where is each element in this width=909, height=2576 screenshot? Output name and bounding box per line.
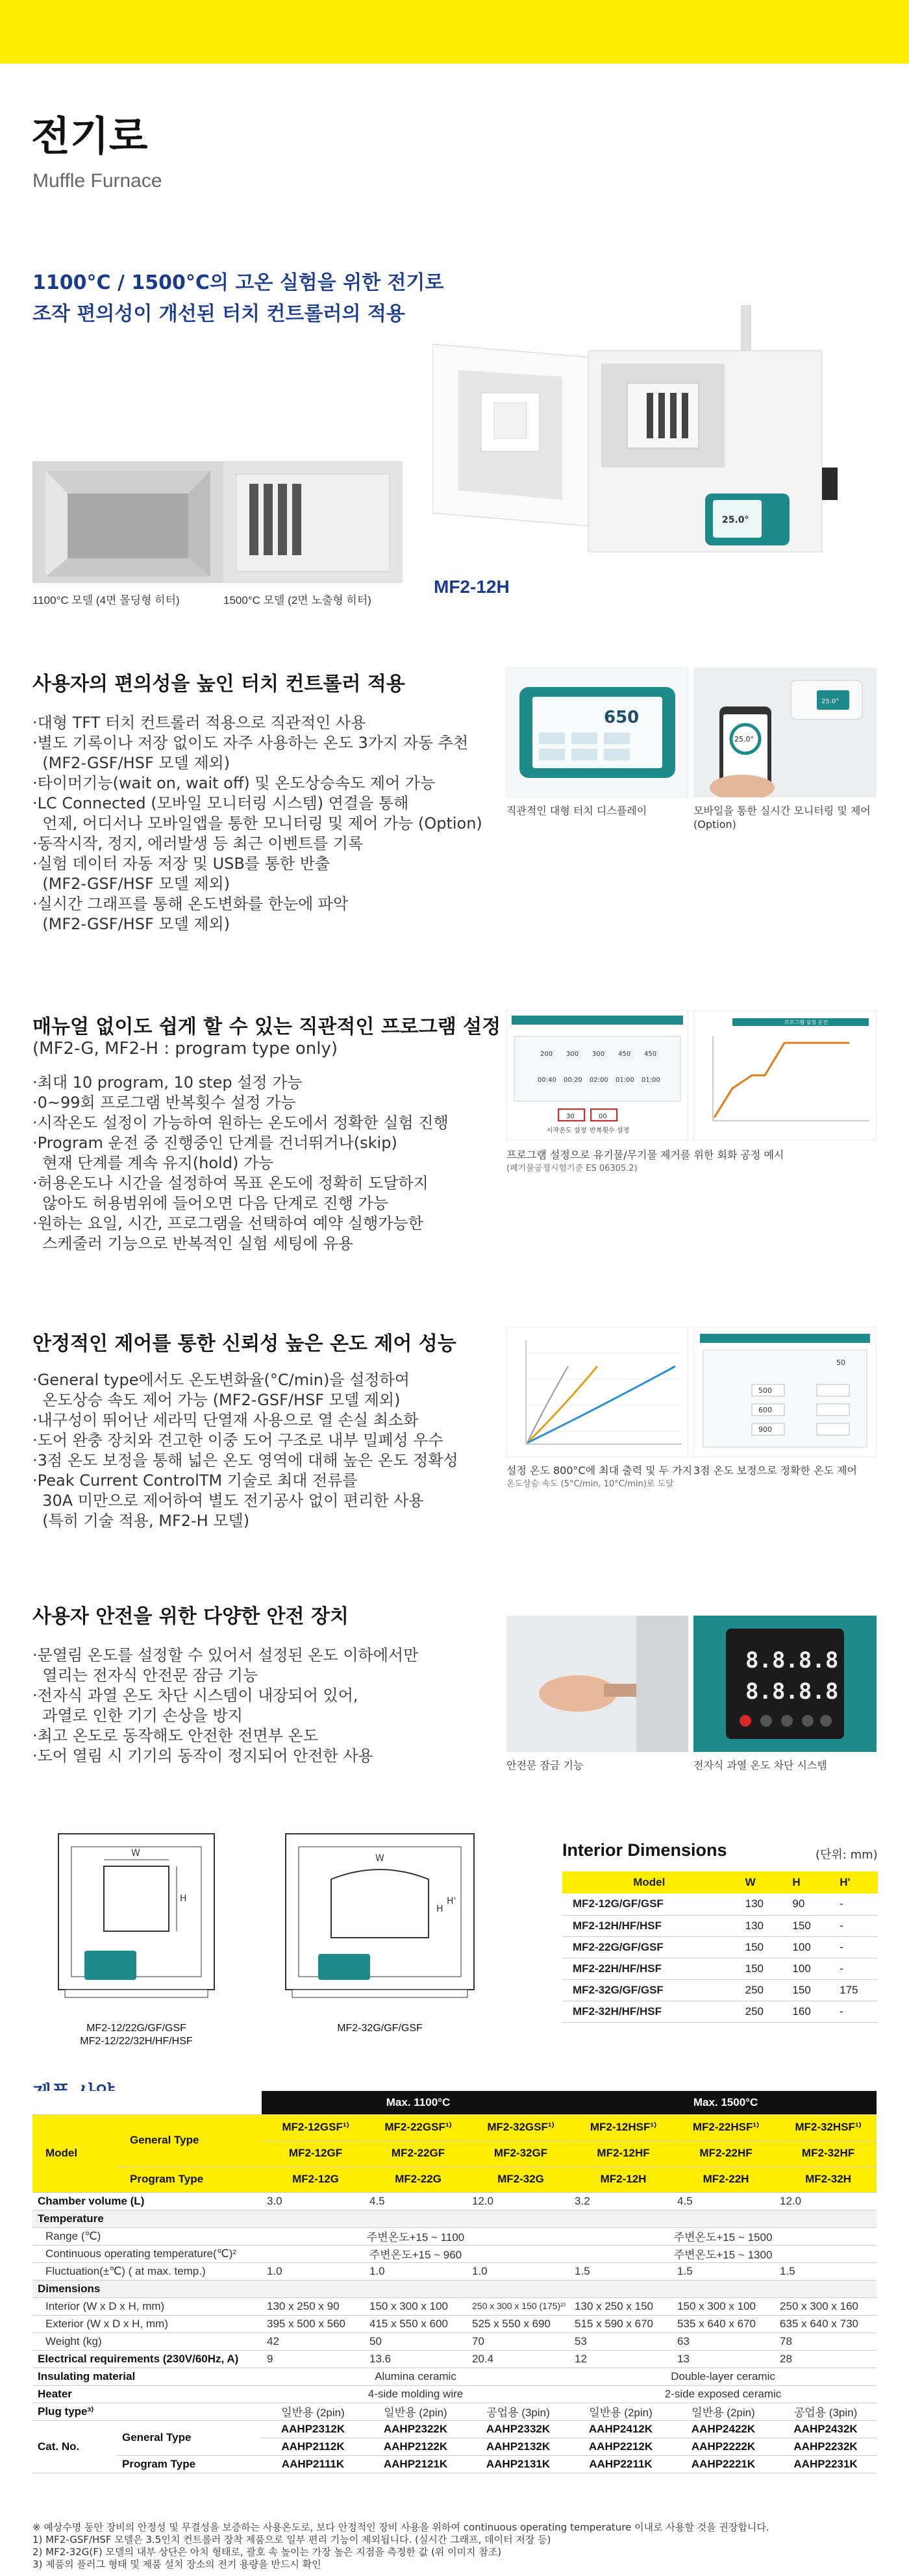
bullet: 과열로 인한 기기 손상을 방지	[32, 1707, 243, 1725]
section-program-bullets	[32, 1073, 449, 1254]
bullet: ·도어 열림 시 기기의 동작이 정지되어 안전한 사용	[32, 1747, 373, 1765]
spec-cat-gsf-row	[32, 2420, 877, 2438]
cell: AAHP2222K	[672, 2438, 775, 2455]
spec-heater-row	[32, 2385, 877, 2403]
program-repeat-value: 00	[599, 1113, 607, 1120]
cell: AAHP2422K	[672, 2420, 775, 2438]
cell: -	[830, 1894, 878, 1915]
bullet: 스케줄러 기능으로 반복적인 실험 세팅에 유용	[32, 1234, 353, 1253]
section-touch-controller-bullets	[32, 713, 482, 934]
cell: 50	[364, 2332, 467, 2350]
cell: 3.0	[262, 2192, 364, 2210]
interior-dimensions-table	[562, 1871, 878, 2023]
cell: MF2-32G	[467, 2166, 569, 2192]
cell: MF2-22H/HF/HSF	[562, 1958, 736, 1979]
cell: 395 x 500 x 560	[262, 2315, 364, 2332]
caption-program-line2: (폐기물공정시험기준 ES 06305.2)	[506, 1164, 638, 1173]
drawing-caption-left-line1: MF2-12/22G/GF/GSF	[86, 2023, 186, 2034]
cell: -	[830, 2001, 878, 2022]
spec-insulating-label: Insulating material	[32, 2368, 262, 2385]
cell: MF2-12HSF¹⁾	[569, 2114, 672, 2140]
mobile-monitoring-photo	[693, 668, 877, 797]
bullet: ·타이머기능(wait on, wait off) 및 온도상승속도 제어 가능	[32, 774, 436, 792]
spec-general-type-label: General Type	[117, 2114, 262, 2166]
program-start-label: 시작온도 설정	[547, 1127, 587, 1134]
program-time-4: 01:00	[616, 1077, 634, 1084]
spec-exterior-label: Exterior (W x D x H, mm)	[32, 2315, 262, 2332]
bullet: 30A 미만으로 제어하여 별도 전기공사 없이 편리한 사용	[32, 1492, 424, 1510]
cell: AAHP2211K	[569, 2455, 672, 2473]
cell: 일반용 (2pin)	[569, 2403, 672, 2420]
column-header: H'	[830, 1871, 878, 1894]
device-display-value: 25.0°	[821, 698, 840, 705]
cell: 635 x 640 x 730	[775, 2315, 877, 2332]
cell: AAHP2212K	[569, 2438, 672, 2455]
drawing-mf2-12-22	[39, 1827, 234, 2016]
cell: 150	[736, 1958, 784, 1979]
bullet: ·대형 TFT 터치 컨트롤러 적용으로 직관적인 사용	[32, 714, 366, 732]
bullet: ·최고 온도로 동작해도 안전한 전면부 온도	[32, 1727, 318, 1745]
cell: 130	[736, 1915, 784, 1936]
cell: Double-layer ceramic	[569, 2368, 877, 2385]
cell: 12.0	[467, 2192, 569, 2210]
spec-continuous-label: Continuous operating temperature(℃)²	[32, 2245, 262, 2262]
caption-program	[506, 1148, 784, 1175]
cell: MF2-32G/GF/GSF	[562, 1979, 736, 2001]
spec-electrical-label: Electrical requirements (230V/60Hz, A)	[32, 2350, 262, 2368]
cell: 12.0	[775, 2192, 877, 2210]
spec-insulating-row	[32, 2368, 877, 2385]
cell: 100	[783, 1958, 830, 1979]
spec-fluctuation-label: Fluctuation(±℃) ( at max. temp.)	[32, 2262, 262, 2280]
cell: -	[830, 1915, 878, 1936]
spec-model-program-row	[32, 2166, 877, 2192]
bullet: ·별도 기록이나 저장 없이도 자주 사용하는 온도 3가지 자동 추천	[32, 734, 469, 752]
spec-temperature-group	[32, 2210, 877, 2227]
spec-temperature-label: Temperature	[32, 2210, 877, 2227]
caption-heating-rate-line1: 설정 온도 800°C에 최대 출력 및 두 가지	[506, 1464, 693, 1477]
cell: AAHP2112K	[262, 2438, 364, 2455]
drawing-label-w-right: W	[375, 1853, 384, 1864]
caption-1100-model: 1100°C 모델 (4면 몰딩형 히터)	[32, 594, 180, 606]
spec-electrical-row	[32, 2350, 877, 2368]
program-temp-3: 300	[592, 1051, 605, 1058]
cell: 12	[569, 2350, 672, 2368]
cell: 150	[783, 1915, 830, 1936]
cell: 63	[672, 2332, 775, 2350]
spec-chamber-label: Chamber volume (L)	[32, 2192, 262, 2210]
cell: 주변온도+15 ~ 1300	[569, 2245, 877, 2262]
spec-header-row	[32, 2091, 877, 2114]
controller-top-digits: 8.8.8.8	[745, 1647, 839, 1673]
program-time-5: 01:00	[641, 1077, 660, 1084]
program-time-1: 00:40	[538, 1077, 556, 1084]
spec-dimensions-label: Dimensions	[32, 2280, 877, 2297]
cell: 53	[569, 2332, 672, 2350]
bullet: ·허용온도나 시간을 설정하여 목표 온도에 정확히 도달하지	[32, 1174, 429, 1192]
cell: 250	[736, 1979, 784, 2001]
cell: MF2-12H/HF/HSF	[562, 1915, 736, 1936]
cell: 42	[262, 2332, 364, 2350]
cell: 일반용 (2pin)	[364, 2403, 467, 2420]
bullet: 언제, 어디서나 모바일앱을 통한 모니터링 및 제어 가능 (Option)	[32, 814, 482, 832]
cell: AAHP2111K	[262, 2455, 364, 2473]
chamber-1500-photo	[223, 461, 403, 583]
spec-model-label: Model	[32, 2114, 117, 2192]
cell: 415 x 550 x 600	[364, 2315, 467, 2332]
cell: 3.2	[569, 2192, 672, 2210]
cell: MF2-22GF	[364, 2140, 467, 2166]
controller-bottom-digits: 8.8.8.8	[745, 1679, 839, 1705]
cell: MF2-22GSF¹⁾	[364, 2114, 467, 2140]
cell: 175	[830, 1979, 878, 2001]
cell: AAHP2312K	[262, 2420, 364, 2438]
spec-interior-label: Interior (W x D x H, mm)	[32, 2297, 262, 2315]
spec-table	[32, 2091, 877, 2473]
spec-fluctuation-row	[32, 2262, 877, 2280]
chamber-1100-photo	[32, 461, 223, 583]
footnote: 2) MF2-32G(F) 모델의 내부 상단은 아치 형태로, 괄호 속 높이는 가장 높은 지점을 측정한 값 (위 이미지 참조)	[32, 2546, 502, 2558]
program-temp-2: 300	[566, 1051, 579, 1058]
footnotes	[32, 2521, 769, 2571]
section-touch-controller-title: 사용자의 편의성을 높인 터치 컨트롤러 적용	[32, 673, 405, 695]
table-row	[562, 1915, 878, 1936]
cell: MF2-12G	[262, 2166, 364, 2192]
cell: MF2-32GF	[467, 2140, 569, 2166]
touch-display-value: 650	[604, 708, 640, 727]
page-subtitle: Muffle Furnace	[32, 170, 162, 192]
cell: 535 x 640 x 670	[672, 2315, 775, 2332]
phone-display-value: 25.0°	[734, 735, 754, 744]
cell: 20.4	[467, 2350, 569, 2368]
cell: 150 x 300 x 100	[364, 2297, 467, 2315]
bullet: ·원하는 요일, 시간, 프로그램을 선택하여 예약 실행가능한	[32, 1214, 423, 1232]
cell: MF2-22G	[364, 2166, 467, 2192]
cell: 1.0	[364, 2262, 467, 2280]
caption-mobile-line1: 모바일을 통한 실시간 모니터링 및 제어	[693, 805, 871, 817]
cell: 2-side exposed ceramic	[569, 2385, 877, 2403]
program-time-2: 00:20	[564, 1077, 582, 1084]
cell: MF2-12HF	[569, 2140, 672, 2166]
cell: 주변온도+15 ~ 960	[262, 2245, 569, 2262]
spec-exterior-row	[32, 2315, 877, 2332]
section-safety-title: 사용자 안전을 위한 다양한 안전 장치	[32, 1605, 349, 1628]
program-start-value: 30	[566, 1113, 575, 1120]
cell: AAHP2122K	[364, 2438, 467, 2455]
cell: MF2-22HF	[672, 2140, 775, 2166]
cell: 130 x 250 x 90	[262, 2297, 364, 2315]
heating-rate-graph	[506, 1327, 688, 1457]
cell: 1.5	[775, 2262, 877, 2280]
program-temperature-graph	[693, 1010, 877, 1140]
section-temperature-control-title: 안정적인 제어를 통한 신뢰성 높은 온도 제어 성능	[32, 1332, 456, 1355]
calibration-point-1: 500	[758, 1386, 772, 1395]
bullet: 않아도 허용범위에 들어오면 다음 단계로 진행 가능	[32, 1194, 388, 1212]
caption-mobile	[693, 804, 871, 831]
cell: 130 x 250 x 150	[569, 2297, 672, 2315]
bullet: ·LC Connected (모바일 모니터링 시스템) 연결을 통해	[32, 794, 409, 812]
bullet: 온도상승 속도 제어 가능 (MF2-GSF/HSF 모델 제외)	[32, 1391, 401, 1409]
table-row	[562, 1979, 878, 2001]
cell: AAHP2131K	[467, 2455, 569, 2473]
program-temp-1: 200	[540, 1051, 553, 1058]
footnote: ※ 예상수명 동안 장비의 안정성 및 무결성을 보증하는 사용온도로, 보다 안정적인 장비 사용을 위하여 continuous operating temperature 이내로 사용할 것을 권장합니다.	[32, 2521, 769, 2533]
hero-model-label: MF2-12H	[434, 577, 510, 597]
cell: AAHP2232K	[775, 2438, 877, 2455]
spec-max-1100: Max. 1100°C	[262, 2091, 569, 2114]
calibration-top-value: 50	[836, 1358, 845, 1367]
spec-cat-program-label: Program Type	[117, 2455, 262, 2473]
spec-blank	[32, 2091, 117, 2114]
spec-model-gsf-row	[32, 2114, 877, 2140]
cell: 78	[775, 2332, 877, 2350]
cell: 일반용 (2pin)	[672, 2403, 775, 2420]
section-program-title: 매뉴얼 없이도 쉽게 할 수 있는 직관적인 프로그램 설정	[32, 1016, 501, 1038]
cell: 4.5	[672, 2192, 775, 2210]
furnace-product-image	[432, 305, 880, 565]
cell: MF2-32H	[775, 2166, 877, 2192]
interior-dimensions-unit: (단위: mm)	[816, 1848, 878, 1862]
spec-cat-general-label: General Type	[117, 2420, 262, 2455]
calibration-point-3: 900	[758, 1425, 772, 1434]
cell: MF2-12G/GF/GSF	[562, 1894, 736, 1915]
bullet: ·0~99회 프로그램 반복횟수 설정 가능	[32, 1094, 296, 1112]
cell: 4-side molding wire	[262, 2385, 569, 2403]
touch-display-photo	[506, 668, 688, 797]
cell: MF2-12GSF¹⁾	[262, 2114, 364, 2140]
bullet: ·최대 10 program, 10 step 설정 가능	[32, 1073, 303, 1092]
bullet: ·General type에서도 온도변화율(°C/min)을 설정하여	[32, 1371, 410, 1389]
cell: MF2-32GSF¹⁾	[467, 2114, 569, 2140]
cell: AAHP2132K	[467, 2438, 569, 2455]
cell: MF2-22H	[672, 2166, 775, 2192]
cell: 525 x 550 x 690	[467, 2315, 569, 2332]
drawing-caption-left-line2: MF2-12/22/32H/HF/HSF	[80, 2036, 193, 2047]
spec-plug-row	[32, 2403, 877, 2420]
cell: MF2-32HF	[775, 2140, 877, 2166]
drawing-caption-right: MF2-32G/GF/GSF	[337, 2023, 423, 2034]
cell: 150 x 300 x 100	[672, 2297, 775, 2315]
interior-dimensions-title: Interior Dimensions	[562, 1840, 727, 1860]
cell: AAHP2121K	[364, 2455, 467, 2473]
bullet: ·시작온도 설정이 가능하여 원하는 온도에서 정확한 실험 진행	[32, 1114, 449, 1132]
program-time-3: 02:00	[590, 1077, 608, 1084]
hero-headline-line2: 조작 편의성이 개선된 터치 컨트롤러의 적용	[32, 303, 405, 325]
cell: -	[830, 1936, 878, 1958]
program-setting-ui	[506, 1010, 688, 1140]
spec-interior-row	[32, 2297, 877, 2315]
cell: MF2-22HSF¹⁾	[672, 2114, 775, 2140]
cell: 9	[262, 2350, 364, 2368]
cell: MF2-12H	[569, 2166, 672, 2192]
spec-cat-program-row	[32, 2455, 877, 2473]
cell: 130	[736, 1894, 784, 1915]
cell: MF2-22G/GF/GSF	[562, 1936, 736, 1958]
caption-heating-rate-line2: 온도상승 속도 (5°C/min, 10°C/min)로 도달	[506, 1479, 674, 1489]
footnote: 3) 제품의 플러그 형태 및 제품 설치 장소의 전기 용량을 반드시 확인	[32, 2558, 321, 2570]
cell: 150	[783, 1979, 830, 2001]
column-header: H	[783, 1871, 830, 1894]
bullet: ·실험 데이터 자동 저장 및 USB를 통한 반출	[32, 855, 330, 873]
door-lock-photo	[506, 1616, 688, 1752]
bullet: ·전자식 과열 온도 차단 시스템이 내장되어 있어,	[32, 1686, 358, 1705]
program-graph-title: 프로그램 설정 운전	[784, 1019, 828, 1025]
cell: 150	[736, 1936, 784, 1958]
program-temp-5: 450	[644, 1051, 657, 1058]
footnote: 1) MF2-GSF/HSF 모델은 3.5인치 컨트롤러 장착 제품으로 일부 편리 기능이 제외됩니다. (실시간 그래프, 데이터 저장 등)	[32, 2534, 551, 2545]
cell: 13.6	[364, 2350, 467, 2368]
cell: AAHP2332K	[467, 2420, 569, 2438]
bullet: (MF2-GSF/HSF 모델 제외)	[32, 754, 230, 772]
cell: 90	[783, 1894, 830, 1915]
caption-door-lock: 안전문 잠금 기능	[506, 1759, 584, 1771]
table-row	[562, 2001, 878, 2022]
spec-range-row	[32, 2227, 877, 2245]
bullet: ·문열림 온도를 설정할 수 있어서 설정된 온도 이하에서만	[32, 1646, 419, 1664]
spec-heater-label: Heater	[32, 2385, 262, 2403]
cell: 공업용 (3pin)	[467, 2403, 569, 2420]
cell: 100	[783, 1936, 830, 1958]
cell: AAHP2231K	[775, 2455, 877, 2473]
spec-cat-label: Cat. No.	[32, 2420, 117, 2473]
caption-touch-display: 직관적인 대형 터치 디스플레이	[506, 805, 647, 817]
section-temperature-control-bullets	[32, 1370, 458, 1531]
cell: MF2-32H/HF/HSF	[562, 2001, 736, 2022]
page-title: 전기로	[31, 112, 148, 160]
cell: 70	[467, 2332, 569, 2350]
spec-blank	[117, 2091, 262, 2114]
cell: 1.5	[672, 2262, 775, 2280]
bullet: ·도어 완충 장치와 견고한 이중 도어 구조로 내부 밀폐성 우수	[32, 1431, 443, 1449]
spec-program-type-label: Program Type	[117, 2166, 262, 2192]
cell: AAHP2412K	[569, 2420, 672, 2438]
overheat-controller-photo	[693, 1616, 877, 1752]
caption-1500-model: 1500°C 모델 (2면 노출형 히터)	[223, 594, 371, 606]
cell: AAHP2322K	[364, 2420, 467, 2438]
cell: 250 x 300 x 160	[775, 2297, 877, 2315]
spec-weight-label: Weight (kg)	[32, 2332, 262, 2350]
caption-program-line1: 프로그램 설정으로 유기물/무기물 제거를 위한 회화 공정 예시	[506, 1149, 784, 1161]
cell: 13	[672, 2350, 775, 2368]
table-row	[562, 1958, 878, 1979]
bullet: (특히 기술 적용, MF2-H 모델)	[32, 1512, 250, 1530]
bullet: 현재 단계를 계속 유지(hold) 가능	[32, 1154, 274, 1172]
calibration-point-2: 600	[758, 1406, 772, 1414]
calibration-ui	[693, 1327, 877, 1457]
cell: AAHP2432K	[775, 2420, 877, 2438]
drawing-label-h-right: H	[436, 1904, 443, 1914]
cell: 1.0	[467, 2262, 569, 2280]
cell: 160	[783, 2001, 830, 2022]
cell: 1.5	[569, 2262, 672, 2280]
bullet: ·내구성이 뛰어난 세라믹 단열재 사용으로 열 손실 최소화	[32, 1411, 419, 1429]
caption-overheat: 전자식 과열 온도 차단 시스템	[693, 1759, 827, 1771]
cell: 주변온도+15 ~ 1100	[262, 2227, 569, 2245]
column-header: Model	[562, 1871, 736, 1894]
spec-continuous-row	[32, 2245, 877, 2262]
cell: Alumina ceramic	[262, 2368, 569, 2385]
bullet: ·실시간 그래프를 통해 온도변화를 한눈에 파악	[32, 895, 349, 913]
hero-headline	[32, 268, 443, 330]
cell: 250	[736, 2001, 784, 2022]
hero-display-value: 25.0°	[722, 515, 749, 525]
table-header-row	[562, 1871, 878, 1894]
caption-heating-rate	[506, 1464, 692, 1491]
cell: -	[830, 1958, 878, 1979]
top-yellow-bar	[0, 0, 909, 64]
spec-dimensions-group	[32, 2280, 877, 2297]
table-row	[562, 1936, 878, 1958]
cell: 4.5	[364, 2192, 467, 2210]
spec-max-1500: Max. 1500°C	[569, 2091, 877, 2114]
cell: 28	[775, 2350, 877, 2368]
program-temp-4: 450	[618, 1051, 631, 1058]
bullet: ·Peak Current ControlTM 기술로 최대 전류를	[32, 1471, 358, 1490]
hero-headline-line1: 1100°C / 1500°C의 고온 실험을 위한 전기로	[32, 271, 444, 294]
drawing-mf2-32	[273, 1827, 487, 2016]
table-row	[562, 1894, 878, 1915]
spec-plug-label: Plug type³⁾	[32, 2403, 262, 2420]
bullet: ·3점 온도 보정을 통해 넓은 온도 영역에 대해 높은 온도 정확성	[32, 1451, 458, 1469]
section-safety-bullets	[32, 1645, 418, 1766]
cell: 515 x 590 x 670	[569, 2315, 672, 2332]
caption-mobile-line2: (Option)	[693, 818, 736, 831]
cell: 공업용 (3pin)	[775, 2403, 877, 2420]
cell: 주변온도+15 ~ 1500	[569, 2227, 877, 2245]
bullet: ·Program 운전 중 진행중인 단계를 건너뛰거나(skip)	[32, 1134, 397, 1152]
cell: AAHP2221K	[672, 2455, 775, 2473]
program-repeat-label: 반복횟수 설정	[590, 1127, 630, 1134]
drawing-label-h1: H'	[447, 1896, 456, 1907]
bullet: (MF2-GSF/HSF 모델 제외)	[32, 875, 230, 893]
bullet: 열리는 전자식 안전문 잠금 기능	[32, 1666, 258, 1684]
spec-weight-row	[32, 2332, 877, 2350]
bullet: (MF2-GSF/HSF 모델 제외)	[32, 915, 230, 933]
section-program-subtitle: (MF2-G, MF2-H : program type only)	[32, 1039, 338, 1058]
cell: MF2-12GF	[262, 2140, 364, 2166]
cell: 일반용 (2pin)	[262, 2403, 364, 2420]
drawing-label-h-left: H	[180, 1894, 187, 1904]
drawing-label-w-left: W	[131, 1848, 140, 1858]
drawing-caption-left	[39, 2022, 234, 2048]
spec-range-label: Range (℃)	[32, 2227, 262, 2245]
cell: 250 x 300 x 150 (175)²⁾	[467, 2297, 569, 2315]
spec-chamber-row	[32, 2192, 877, 2210]
caption-calibration: 3점 온도 보정으로 정확한 온도 제어	[693, 1464, 857, 1477]
column-header: W	[736, 1871, 784, 1894]
bullet: ·동작시작, 정지, 에러발생 등 최근 이벤트를 기록	[32, 834, 364, 853]
cell: MF2-32HSF¹⁾	[775, 2114, 877, 2140]
cell: 1.0	[262, 2262, 364, 2280]
